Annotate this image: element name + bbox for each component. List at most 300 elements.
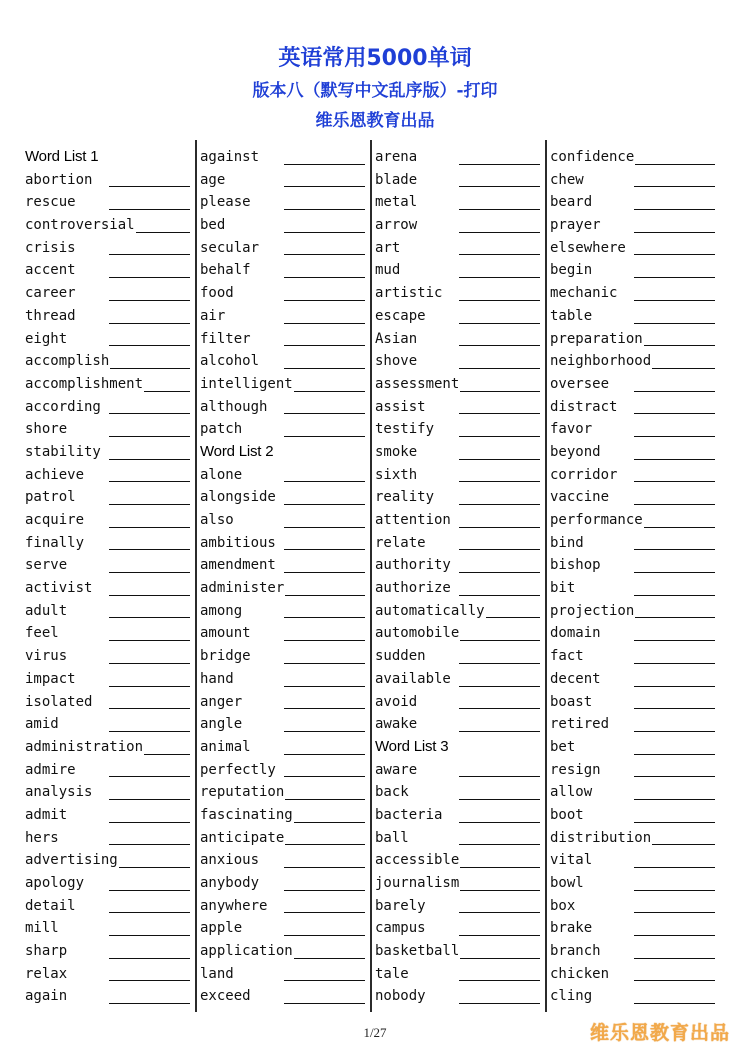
word-list-heading-label: Word List 3 bbox=[375, 737, 449, 755]
answer-blank-line bbox=[634, 822, 715, 823]
word-row bbox=[375, 804, 545, 827]
word-row bbox=[200, 872, 370, 895]
answer-blank-line bbox=[634, 277, 715, 278]
word-row bbox=[25, 396, 195, 419]
english-word: relate bbox=[375, 534, 426, 551]
answer-blank-line bbox=[634, 799, 715, 800]
word-row bbox=[200, 328, 370, 351]
word-row bbox=[550, 827, 720, 850]
answer-blank-line bbox=[459, 822, 540, 823]
word-row bbox=[550, 237, 720, 260]
word-row bbox=[550, 804, 720, 827]
title-block bbox=[0, 44, 750, 136]
english-word: table bbox=[550, 307, 593, 324]
word-row bbox=[25, 373, 195, 396]
english-word: among bbox=[200, 602, 243, 619]
answer-blank-line bbox=[109, 459, 190, 460]
answer-blank-line bbox=[644, 345, 715, 346]
word-row bbox=[25, 872, 195, 895]
english-word: anger bbox=[200, 693, 243, 710]
word-row bbox=[25, 759, 195, 782]
english-word: arrow bbox=[375, 217, 418, 234]
answer-blank-line bbox=[284, 368, 365, 369]
answer-blank-line bbox=[109, 1003, 190, 1004]
english-word: preparation bbox=[550, 330, 643, 347]
english-word: serve bbox=[25, 557, 68, 574]
word-row bbox=[25, 645, 195, 668]
word-row bbox=[200, 736, 370, 759]
answer-blank-line bbox=[634, 436, 715, 437]
answer-blank-line bbox=[109, 345, 190, 346]
word-row bbox=[550, 577, 720, 600]
english-word: oversee bbox=[550, 375, 610, 392]
english-word: patrol bbox=[25, 489, 76, 506]
answer-blank-line bbox=[460, 640, 540, 641]
answer-blank-line bbox=[634, 912, 715, 913]
english-word: although bbox=[200, 398, 268, 415]
answer-blank-line bbox=[634, 504, 715, 505]
answer-blank-line bbox=[459, 186, 540, 187]
word-row bbox=[375, 645, 545, 668]
word-row bbox=[25, 441, 195, 464]
answer-blank-line bbox=[460, 867, 540, 868]
english-word: automobile bbox=[375, 625, 460, 642]
answer-blank-line bbox=[635, 164, 715, 165]
word-row bbox=[25, 169, 195, 192]
word-row bbox=[200, 373, 370, 396]
english-word: attention bbox=[375, 512, 451, 528]
answer-blank-line bbox=[109, 481, 190, 482]
english-word: chicken bbox=[550, 965, 610, 982]
word-row bbox=[375, 169, 545, 192]
english-word: awake bbox=[375, 716, 418, 733]
answer-blank-line bbox=[634, 754, 715, 755]
answer-blank-line bbox=[459, 459, 540, 460]
word-row bbox=[550, 509, 720, 532]
word-row bbox=[375, 668, 545, 691]
english-word: relax bbox=[25, 965, 68, 982]
english-word: career bbox=[25, 285, 76, 302]
answer-blank-line bbox=[459, 254, 540, 255]
answer-blank-line bbox=[144, 391, 190, 392]
word-row bbox=[375, 464, 545, 487]
english-word: art bbox=[375, 239, 401, 256]
answer-blank-line bbox=[459, 595, 540, 596]
answer-blank-line bbox=[109, 708, 190, 709]
english-word: anywhere bbox=[200, 897, 268, 914]
english-word: boot bbox=[550, 806, 584, 823]
english-word: anxious bbox=[200, 852, 260, 869]
answer-blank-line bbox=[284, 663, 365, 664]
answer-blank-line bbox=[459, 980, 540, 981]
word-row bbox=[375, 940, 545, 963]
answer-blank-line bbox=[486, 617, 540, 618]
english-word: elsewhere bbox=[550, 239, 626, 256]
english-word: stability bbox=[25, 443, 101, 460]
answer-blank-line bbox=[109, 617, 190, 618]
answer-blank-line bbox=[294, 822, 365, 823]
english-word: patch bbox=[200, 421, 243, 438]
word-row bbox=[550, 169, 720, 192]
word-row bbox=[375, 963, 545, 986]
english-word: anticipate bbox=[200, 829, 285, 846]
english-word: escape bbox=[375, 307, 426, 324]
english-word: neighborhood bbox=[550, 353, 652, 370]
answer-blank-line bbox=[459, 323, 540, 324]
english-word: authority bbox=[375, 557, 451, 574]
word-row bbox=[375, 486, 545, 509]
word-row bbox=[375, 622, 545, 645]
word-row bbox=[375, 509, 545, 532]
english-word: bridge bbox=[200, 648, 251, 665]
word-row bbox=[200, 849, 370, 872]
english-word: thread bbox=[25, 307, 76, 324]
english-word: analysis bbox=[25, 784, 93, 801]
answer-blank-line bbox=[109, 277, 190, 278]
word-row bbox=[375, 191, 545, 214]
word-row bbox=[550, 691, 720, 714]
english-word: box bbox=[550, 897, 576, 914]
word-row bbox=[200, 577, 370, 600]
english-word: advertising bbox=[25, 852, 118, 869]
english-word: reputation bbox=[200, 784, 285, 801]
word-row bbox=[550, 895, 720, 918]
answer-blank-line bbox=[459, 549, 540, 550]
answer-blank-line bbox=[109, 572, 190, 573]
word-row bbox=[200, 532, 370, 555]
english-word: again bbox=[25, 988, 68, 1005]
word-row bbox=[200, 259, 370, 282]
answer-blank-line bbox=[634, 686, 715, 687]
word-row bbox=[200, 713, 370, 736]
word-row bbox=[25, 464, 195, 487]
word-row bbox=[375, 895, 545, 918]
answer-blank-line bbox=[284, 640, 365, 641]
word-row bbox=[25, 509, 195, 532]
word-row bbox=[550, 622, 720, 645]
answer-blank-line bbox=[634, 254, 715, 255]
english-word: mud bbox=[375, 262, 401, 279]
english-word: aware bbox=[375, 761, 418, 778]
answer-blank-line bbox=[460, 958, 540, 959]
word-row bbox=[200, 418, 370, 441]
english-word: barely bbox=[375, 897, 426, 914]
word-row bbox=[550, 146, 720, 169]
english-word: secular bbox=[200, 239, 260, 256]
word-row bbox=[550, 396, 720, 419]
answer-blank-line bbox=[459, 935, 540, 936]
english-word: abortion bbox=[25, 171, 93, 188]
answer-blank-line bbox=[284, 754, 365, 755]
answer-blank-line bbox=[459, 368, 540, 369]
word-row bbox=[200, 214, 370, 237]
english-word: alone bbox=[200, 466, 243, 483]
english-word: alongside bbox=[200, 489, 276, 506]
word-row bbox=[550, 781, 720, 804]
answer-blank-line bbox=[459, 345, 540, 346]
word-list-heading bbox=[375, 736, 545, 759]
word-row bbox=[200, 668, 370, 691]
answer-blank-line bbox=[634, 186, 715, 187]
answer-blank-line bbox=[459, 686, 540, 687]
english-word: accomplishment bbox=[25, 375, 144, 392]
english-word: sudden bbox=[375, 648, 426, 665]
word-row bbox=[550, 759, 720, 782]
english-word: bit bbox=[550, 580, 576, 597]
answer-blank-line bbox=[109, 822, 190, 823]
answer-blank-line bbox=[284, 912, 365, 913]
word-row bbox=[200, 237, 370, 260]
column-divider bbox=[195, 140, 197, 1012]
answer-blank-line bbox=[285, 844, 365, 845]
answer-blank-line bbox=[284, 254, 365, 255]
answer-blank-line bbox=[284, 617, 365, 618]
answer-blank-line bbox=[109, 549, 190, 550]
english-word: hers bbox=[25, 829, 59, 846]
answer-blank-line bbox=[284, 890, 365, 891]
english-word: finally bbox=[25, 534, 85, 551]
english-word: intelligent bbox=[200, 375, 293, 392]
english-word: branch bbox=[550, 943, 601, 960]
english-word: corridor bbox=[550, 466, 618, 483]
answer-blank-line bbox=[109, 890, 190, 891]
english-word: performance bbox=[550, 512, 643, 528]
answer-blank-line bbox=[634, 300, 715, 301]
word-list-heading bbox=[200, 441, 370, 464]
answer-blank-line bbox=[284, 549, 365, 550]
word-row bbox=[25, 849, 195, 872]
word-row bbox=[200, 985, 370, 1008]
english-word: controversial bbox=[25, 217, 135, 234]
answer-blank-line bbox=[634, 890, 715, 891]
word-row bbox=[25, 827, 195, 850]
answer-blank-line bbox=[284, 232, 365, 233]
word-row bbox=[550, 532, 720, 555]
word-row bbox=[375, 691, 545, 714]
english-word: air bbox=[200, 307, 226, 324]
word-row bbox=[25, 418, 195, 441]
english-word: age bbox=[200, 171, 226, 188]
answer-blank-line bbox=[109, 323, 190, 324]
answer-blank-line bbox=[459, 708, 540, 709]
word-row bbox=[375, 328, 545, 351]
word-row bbox=[25, 532, 195, 555]
english-word: animal bbox=[200, 738, 251, 755]
answer-blank-line bbox=[284, 776, 365, 777]
english-word: feel bbox=[25, 625, 59, 642]
answer-blank-line bbox=[109, 980, 190, 981]
answer-blank-line bbox=[110, 368, 190, 369]
english-word: fact bbox=[550, 648, 584, 665]
english-word: avoid bbox=[375, 693, 418, 710]
word-row bbox=[550, 600, 720, 623]
english-word: brake bbox=[550, 920, 593, 937]
english-word: please bbox=[200, 194, 251, 211]
english-word: Asian bbox=[375, 330, 418, 347]
answer-blank-line bbox=[459, 300, 540, 301]
english-word: hand bbox=[200, 670, 234, 687]
english-word: projection bbox=[550, 602, 635, 619]
english-word: bishop bbox=[550, 557, 601, 574]
answer-blank-line bbox=[459, 844, 540, 845]
word-row bbox=[25, 736, 195, 759]
english-word: administer bbox=[200, 580, 285, 597]
answer-blank-line bbox=[634, 776, 715, 777]
english-word: land bbox=[200, 965, 234, 982]
answer-blank-line bbox=[634, 731, 715, 732]
word-row bbox=[25, 282, 195, 305]
word-row bbox=[550, 736, 720, 759]
word-row bbox=[200, 645, 370, 668]
english-word: against bbox=[200, 149, 260, 165]
english-word: ambitious bbox=[200, 534, 276, 551]
answer-blank-line bbox=[284, 277, 365, 278]
answer-blank-line bbox=[284, 731, 365, 732]
word-row bbox=[550, 441, 720, 464]
answer-blank-line bbox=[652, 844, 715, 845]
word-row bbox=[550, 713, 720, 736]
english-word: confidence bbox=[550, 149, 635, 165]
answer-blank-line bbox=[136, 232, 190, 233]
word-column-2 bbox=[200, 146, 370, 1012]
english-word: activist bbox=[25, 580, 93, 597]
page-title: 英语常用5000单词 bbox=[278, 46, 472, 71]
word-row bbox=[375, 577, 545, 600]
word-column-4 bbox=[550, 146, 720, 1012]
word-row bbox=[200, 396, 370, 419]
answer-blank-line bbox=[284, 481, 365, 482]
english-word: anybody bbox=[200, 875, 260, 891]
english-word: available bbox=[375, 670, 451, 687]
answer-blank-line bbox=[284, 935, 365, 936]
word-row bbox=[25, 781, 195, 804]
english-word: prayer bbox=[550, 217, 601, 234]
answer-blank-line bbox=[634, 572, 715, 573]
english-word: arena bbox=[375, 149, 418, 165]
word-row bbox=[550, 350, 720, 373]
answer-blank-line bbox=[459, 572, 540, 573]
english-word: sharp bbox=[25, 943, 68, 960]
answer-blank-line bbox=[459, 912, 540, 913]
word-row bbox=[200, 895, 370, 918]
answer-blank-line bbox=[284, 980, 365, 981]
answer-blank-line bbox=[460, 391, 540, 392]
word-row bbox=[200, 509, 370, 532]
answer-blank-line bbox=[459, 799, 540, 800]
page-number: 1/27 bbox=[363, 1025, 387, 1040]
answer-blank-line bbox=[294, 958, 365, 959]
english-word: cling bbox=[550, 988, 593, 1005]
answer-blank-line bbox=[635, 617, 715, 618]
english-word: filter bbox=[200, 330, 251, 347]
word-row bbox=[200, 759, 370, 782]
word-row bbox=[200, 827, 370, 850]
word-row bbox=[375, 985, 545, 1008]
word-row bbox=[25, 214, 195, 237]
english-word: application bbox=[200, 943, 293, 960]
answer-blank-line bbox=[459, 413, 540, 414]
word-row bbox=[25, 713, 195, 736]
word-row bbox=[375, 259, 545, 282]
answer-blank-line bbox=[144, 754, 190, 755]
word-row bbox=[375, 781, 545, 804]
word-row bbox=[25, 600, 195, 623]
answer-blank-line bbox=[284, 708, 365, 709]
word-row bbox=[550, 259, 720, 282]
answer-blank-line bbox=[634, 549, 715, 550]
word-row bbox=[25, 691, 195, 714]
english-word: nobody bbox=[375, 988, 426, 1005]
word-row bbox=[550, 554, 720, 577]
word-row bbox=[25, 940, 195, 963]
english-word: assist bbox=[375, 398, 426, 415]
english-word: bed bbox=[200, 217, 226, 234]
answer-blank-line bbox=[284, 323, 365, 324]
answer-blank-line bbox=[459, 504, 540, 505]
word-list-heading bbox=[25, 146, 195, 169]
english-word: eight bbox=[25, 330, 68, 347]
english-word: accomplish bbox=[25, 353, 110, 370]
word-row bbox=[375, 554, 545, 577]
watermark-logo: 维乐恩教育出品 bbox=[589, 1022, 730, 1044]
word-row bbox=[25, 963, 195, 986]
word-row bbox=[550, 917, 720, 940]
word-row bbox=[200, 350, 370, 373]
english-word: decent bbox=[550, 670, 601, 687]
english-word: admit bbox=[25, 806, 68, 823]
word-row bbox=[25, 577, 195, 600]
answer-blank-line bbox=[459, 232, 540, 233]
answer-blank-line bbox=[644, 527, 715, 528]
answer-blank-line bbox=[109, 595, 190, 596]
english-word: beard bbox=[550, 194, 593, 211]
english-word: retired bbox=[550, 716, 610, 733]
answer-blank-line bbox=[634, 935, 715, 936]
english-word: acquire bbox=[25, 512, 85, 528]
english-word: vaccine bbox=[550, 489, 610, 506]
answer-blank-line bbox=[109, 413, 190, 414]
word-row bbox=[200, 486, 370, 509]
word-row bbox=[375, 418, 545, 441]
word-row bbox=[25, 486, 195, 509]
answer-blank-line bbox=[459, 436, 540, 437]
word-row bbox=[550, 282, 720, 305]
english-word: impact bbox=[25, 670, 76, 687]
english-word: bind bbox=[550, 534, 584, 551]
english-word: metal bbox=[375, 194, 418, 211]
english-word: automatically bbox=[375, 602, 485, 619]
english-word: smoke bbox=[375, 443, 418, 460]
answer-blank-line bbox=[109, 663, 190, 664]
page-subtitle: 版本八（默写中文乱序版）-打印 bbox=[252, 81, 498, 101]
english-word: campus bbox=[375, 920, 426, 937]
word-row bbox=[25, 895, 195, 918]
english-word: crisis bbox=[25, 239, 76, 256]
answer-blank-line bbox=[109, 186, 190, 187]
english-word: mill bbox=[25, 920, 59, 937]
english-word: achieve bbox=[25, 466, 85, 483]
word-row bbox=[550, 305, 720, 328]
word-row bbox=[550, 668, 720, 691]
word-row bbox=[200, 464, 370, 487]
word-row bbox=[25, 668, 195, 691]
answer-blank-line bbox=[109, 209, 190, 210]
answer-blank-line bbox=[634, 595, 715, 596]
answer-blank-line bbox=[284, 572, 365, 573]
english-word: adult bbox=[25, 602, 68, 619]
english-word: shore bbox=[25, 421, 68, 438]
english-word: mechanic bbox=[550, 285, 618, 302]
